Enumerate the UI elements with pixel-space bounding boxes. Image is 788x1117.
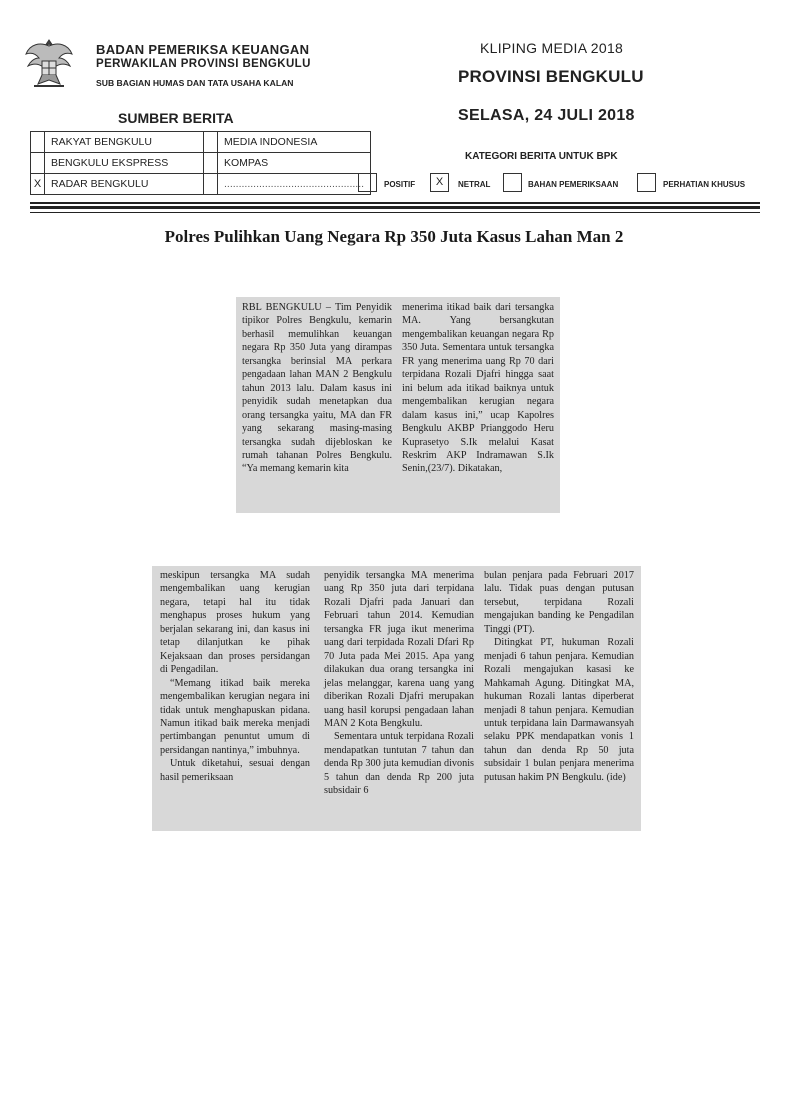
divider-rule: [30, 202, 760, 204]
clip-2-column-2: [324, 569, 474, 798]
paragraph: Untuk diketahui, sesuai dengan hasil pemeriksaan: [160, 758, 310, 783]
org-subdivision: SUB BAGIAN HUMAS DAN TATA USAHA KALAN: [96, 78, 294, 88]
province-title: PROVINSI BENGKULU: [458, 67, 644, 86]
source-row: [31, 132, 371, 153]
clip-1-column-2: menerima itikad baik dari tersangka MA. Yang bersangkutan mengembalikan keuangan negara Rp 350 Juta. Sementara untuk tersangka FR yang menerima uang Rp 70 dari terpidana Rozali Djafri hingga saat ini belum ada itikad baiknya untuk mengembalikan kerugian negara dalam kasus ini,” ucap Kapolres Bengkulu AKBP Prianggodo Heru Kuprasetyo S.Ik melalui Kasat Reskrim AKP Indramawan S.Ik Senin,(23/7). Dikatakan,: [402, 302, 554, 475]
paragraph: bulan penjara pada Februari 2017 lalu. Tidak puas dengan putusan tersebut, terpidana Rozali mengajukan banding ke Pengadilan Tinggi (PT).: [484, 570, 634, 635]
category-checkbox-netral: X: [430, 173, 449, 192]
paragraph: “Memang itikad baik mereka mengembalikan kerugian negara ini tidak untuk menghapuskan pidana. Namun itikad baik mereka menjadi pertimbangan penuntut umum di persidangan nantinya,” imbuhnya.: [160, 677, 310, 756]
source-mark: [204, 153, 218, 174]
org-name: BADAN PEMERIKSA KEUANGAN: [96, 42, 310, 57]
paragraph: meskipun tersangka MA sudah mengembalikan uang kerugian negara, tetapi hal itu tidak menghapus proses hukum yang berjalan sekarang ini, dan kasus ini tetap dilanjutkan ke pihak Kejaksaan dan proses persidangan di Pengadilan.: [160, 570, 310, 676]
category-checkbox-perhatian-khusus: [637, 173, 656, 192]
article-headline: Polres Pulihkan Uang Negara Rp 350 Juta Kasus Lahan Man 2: [164, 227, 624, 246]
divider-rule: [30, 212, 760, 213]
category-label-netral: NETRAL: [458, 180, 491, 189]
source-mark: X: [31, 174, 45, 195]
source-mark: [204, 174, 218, 195]
news-clip-2: [152, 566, 641, 831]
source-name: BENGKULU EKSPRESS: [45, 153, 204, 174]
source-row: [31, 153, 371, 174]
clip-1-column-1: RBL BENGKULU – Tim Penyidik tipikor Polres Bengkulu, kemarin berhasil memulihkan keuangan negara Rp 350 Juta yang dirampas tersangka berinsial MA perkara pengadaan lahan MAN 2 Bengkulu tahun 2013 lalu. Dalam kasus ini penyidik sudah menetapkan dua orang tersangka yaitu, MA dan FR yang sekarang masing-masing tersangka sudah dijebloskan ke rumah tahanan Polres Bengkulu. “Ya memang kemarin kita: [242, 302, 392, 475]
source-mark: [31, 153, 45, 174]
source-name: RAKYAT BENGKULU: [45, 132, 204, 153]
date-title: SELASA, 24 JULI 2018: [458, 107, 635, 124]
paragraph: penyidik tersangka MA menerima uang Rp 350 juta dari terpidana Rozali Djafri pada Januari dan Februari tahun 2014. Kemudian tersangka FR juga ikut menerima uang dari terpidada Rozali Dfari Rp 70 Juta pada Mei 2015. Apa yang dilakukan dua orang tersangka ini jelas melanggar, karena uang yang diberikan Rozali Djafri merupakan uang hasil korupsi pengadaan lahan MAN 2 Kota Bengkulu.: [324, 570, 474, 729]
category-checkbox-bahan-pemeriksaan: [503, 173, 522, 192]
source-mark: [31, 132, 45, 153]
source-name: MEDIA INDONESIA: [218, 132, 371, 153]
source-mark: [204, 132, 218, 153]
sumber-berita-title: SUMBER BERITA: [118, 110, 234, 126]
org-branch: PERWAKILAN PROVINSI BENGKULU: [96, 58, 311, 70]
category-label-positif: POSITIF: [384, 180, 416, 189]
source-row: [31, 174, 371, 195]
divider-rule: [30, 206, 760, 209]
source-table: [30, 131, 371, 195]
kliping-title: KLIPING MEDIA 2018: [480, 40, 624, 56]
garuda-emblem-icon: [22, 34, 76, 92]
paragraph: Ditingkat PT, hukuman Rozali menjadi 6 tahun penjara. Kemudian Rozali mengajukan kasasi ke Mahkamah Agung. Ditingkat MA, hukuman Rozali lantas diperberat menjadi 8 tahun penjara. Kemudian untuk terpidana lain Darmawansyah selaku PPK mendapatkan vonis 1 tahun dan denda Rp 50 juta subsidair 1 bulan penjara menerima putusan hakim PN Bengkulu. (ide): [484, 637, 634, 783]
clip-2-column-3: [484, 569, 634, 784]
source-name: KOMPAS: [218, 153, 371, 174]
kategori-title: KATEGORI BERITA UNTUK BPK: [465, 151, 618, 162]
category-label-bahan-pemeriksaan: BAHAN PEMERIKSAAN: [528, 180, 619, 189]
clip-2-column-1: [160, 569, 310, 784]
source-name-blank: ................................................: [218, 174, 371, 195]
category-checkbox-positif: [358, 173, 377, 192]
paragraph: Sementara untuk terpidana Rozali mendapatkan tuntutan 7 tahun dan denda Rp 300 juta kemudian divonis 5 tahun dan denda Rp 200 juta subsidair 6: [324, 731, 474, 797]
category-label-perhatian-khusus: PERHATIAN KHUSUS: [663, 180, 746, 189]
source-name: RADAR BENGKULU: [45, 174, 204, 195]
news-clip-1: [236, 297, 560, 513]
